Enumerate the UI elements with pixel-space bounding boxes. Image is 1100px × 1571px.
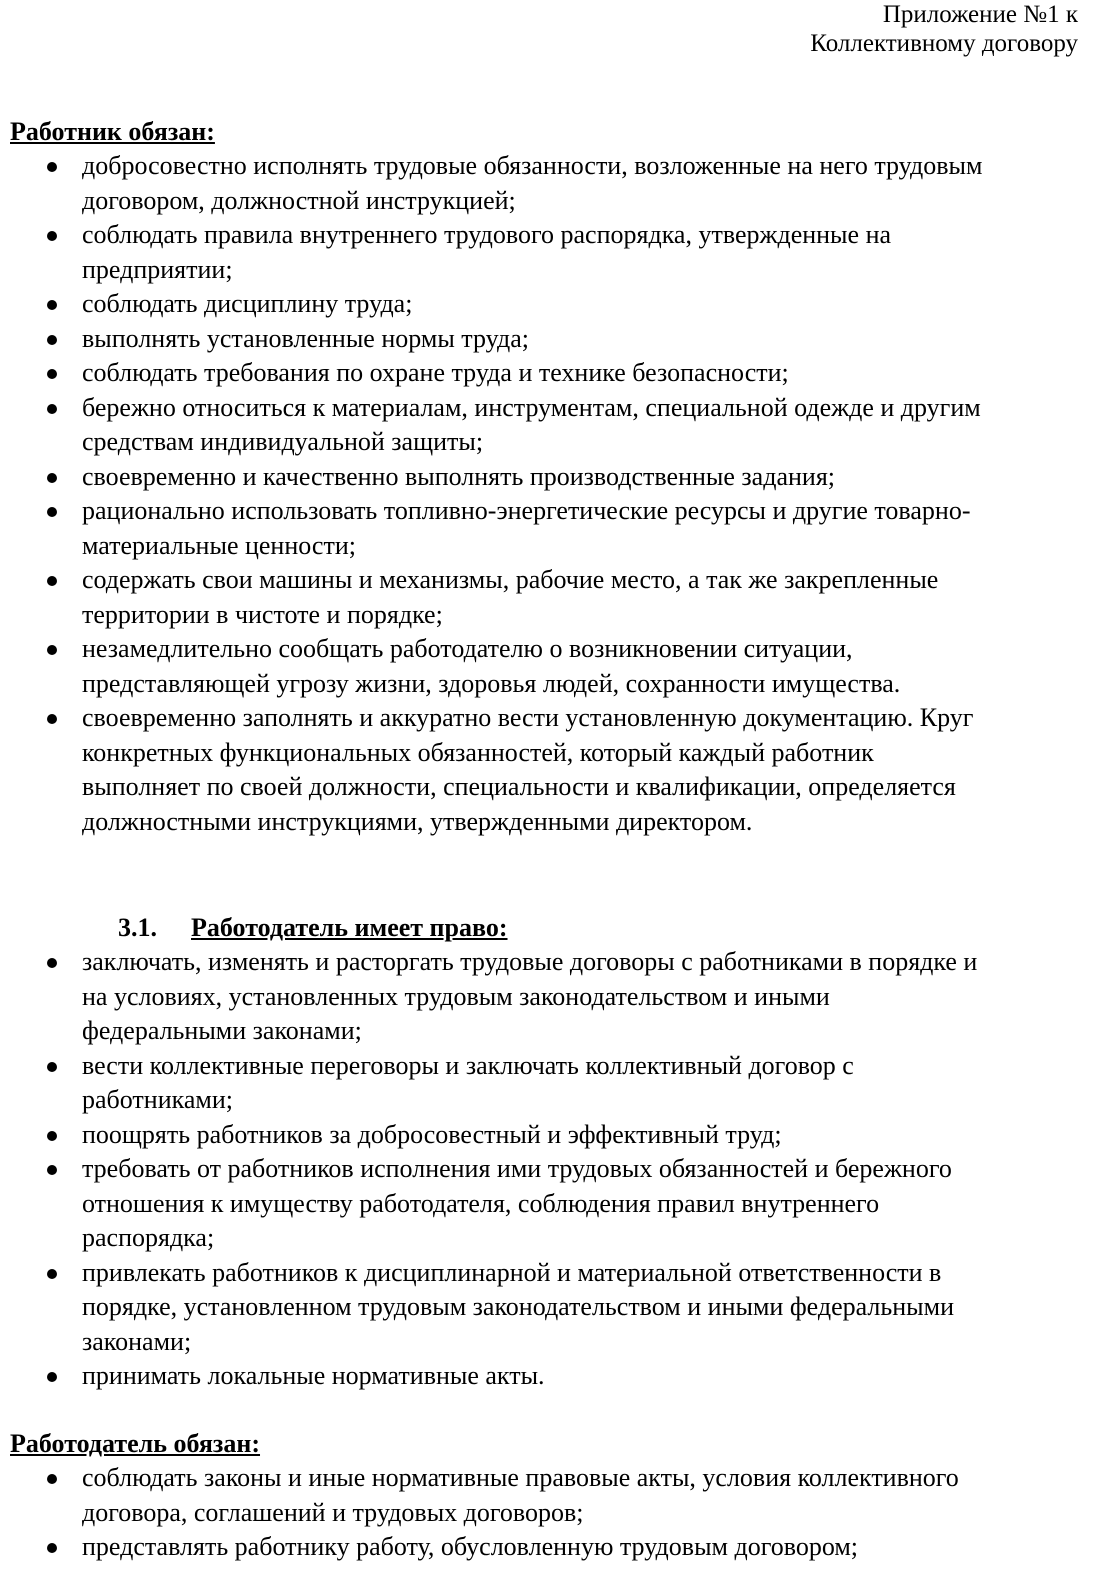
list-item-line: соблюдать требования по охране труда и технике безопасности; (82, 358, 789, 387)
bullet-icon (47, 958, 57, 968)
list-item (0, 945, 1100, 1049)
list-item (0, 149, 1100, 218)
list-item-line: федеральными законами; (82, 1016, 362, 1045)
bullet-icon (47, 1474, 57, 1484)
list-item (0, 1359, 1100, 1394)
list-item-line: средствам индивидуальной защиты; (82, 427, 484, 456)
employer-duties-title: Работодатель обязан: (10, 1429, 261, 1458)
employee-duties-title: Работник обязан: (10, 117, 215, 146)
employer-rights-heading (118, 911, 1100, 945)
bullet-icon (47, 714, 57, 724)
list-item-line: рационально использовать топливно-энергетические ресурсы и другие товарно- (82, 496, 971, 525)
list-item (0, 1152, 1100, 1256)
bullet-icon (47, 162, 57, 172)
list-item-line: распорядка; (82, 1223, 215, 1252)
list-item-line: привлекать работников к дисциплинарной и материальной ответственности в (82, 1257, 942, 1287)
section-number: 3.1. (118, 913, 157, 942)
list-item-line: материальные ценности; (82, 530, 356, 560)
bullet-icon (47, 1372, 57, 1382)
list-item-line: соблюдать законы и иные нормативные правовые акты, условия коллективного (82, 1463, 959, 1492)
list-item-line: соблюдать дисциплину труда; (82, 289, 413, 318)
list-item-line: представлять работнику работу, обусловленную трудовым договором; (82, 1532, 859, 1561)
list-item-line: на условиях, установленных трудовым законодательством и иными (82, 981, 830, 1011)
list-item-line: добросовестно исполнять трудовые обязанности, возложенные на него трудовым (82, 151, 983, 180)
list-item (0, 1049, 1100, 1118)
list-item-line: отношения к имуществу работодателя, соблюдения правил внутреннего (82, 1188, 880, 1218)
employer-duties-list (0, 1461, 1100, 1565)
list-item (0, 218, 1100, 287)
bullet-icon (47, 369, 57, 379)
appendix-note (810, 0, 1078, 58)
list-item-line: договором, должностной инструкцией; (82, 185, 516, 215)
employer-rights-list (0, 945, 1100, 1394)
list-item (0, 1461, 1100, 1530)
list-item-line: договора, соглашений и трудовых договоров; (82, 1497, 584, 1527)
list-item-line: порядке, установленном трудовым законодательством и иными федеральными (82, 1292, 954, 1321)
bullet-icon (47, 576, 57, 586)
employee-duties-list (0, 149, 1100, 839)
list-item-line: принимать локальные нормативные акты. (82, 1361, 545, 1390)
list-item-line: законами; (82, 1326, 192, 1356)
list-item (0, 460, 1100, 495)
employee-duties-section (0, 115, 1100, 839)
list-item-line: соблюдать правила внутреннего трудового распорядка, утвержденные на (82, 220, 892, 249)
bullet-icon (47, 1543, 57, 1553)
list-item-line: заключать, изменять и расторгать трудовые договоры с работниками в порядке и (82, 947, 978, 976)
list-item (0, 563, 1100, 632)
bullet-icon (47, 1165, 57, 1175)
bullet-icon (47, 507, 57, 517)
list-item (0, 1118, 1100, 1153)
list-item (0, 494, 1100, 563)
bullet-icon (47, 1269, 57, 1279)
list-item (0, 632, 1100, 701)
list-item-line: работниками; (82, 1085, 233, 1114)
bullet-icon (47, 300, 57, 310)
appendix-note-line-1: Приложение №1 к (882, 1, 1078, 28)
list-item-line: незамедлительно сообщать работодателю о возникновении ситуации, (82, 634, 853, 663)
list-item-line: требовать от работников исполнения ими трудовых обязанностей и бережного (82, 1154, 952, 1183)
employer-duties-section (0, 1427, 1100, 1565)
bullet-icon (47, 404, 57, 414)
employer-rights-title: Работодатель имеет право: (191, 913, 508, 942)
appendix-note-line-2: Коллективному договору (810, 30, 1078, 57)
bullet-icon (47, 645, 57, 655)
list-item (0, 287, 1100, 322)
list-item-line: своевременно заполнять и аккуратно вести установленную документацию. Круг (82, 703, 974, 732)
list-item (0, 701, 1100, 839)
list-item (0, 356, 1100, 391)
employer-rights-section (0, 911, 1100, 1394)
bullet-icon (47, 473, 57, 483)
bullet-icon (47, 1131, 57, 1141)
list-item-line: выполняет по своей должности, специальности и квалификации, определяется (82, 772, 956, 801)
list-item (0, 391, 1100, 460)
bullet-icon (47, 335, 57, 345)
list-item-line: вести коллективные переговоры и заключать коллективный договор с (82, 1050, 854, 1080)
list-item-line: своевременно и качественно выполнять производственные задания; (82, 461, 835, 491)
list-item (0, 322, 1100, 357)
list-item-line: поощрять работников за добросовестный и эффективный труд; (82, 1119, 782, 1149)
bullet-icon (47, 231, 57, 241)
list-item-line: предприятии; (82, 254, 233, 284)
list-item-line: выполнять установленные нормы труда; (82, 323, 529, 353)
list-item-line: содержать свои машины и механизмы, рабочие место, а так же закрепленные (82, 565, 939, 594)
list-item-line: должностными инструкциями, утвержденными директором. (82, 806, 753, 836)
bullet-icon (47, 1062, 57, 1072)
list-item-line: конкретных функциональных обязанностей, который каждый работник (82, 737, 874, 767)
list-item-line: представляющей угрозу жизни, здоровья людей, сохранности имущества. (82, 668, 901, 698)
list-item (0, 1256, 1100, 1360)
list-item-line: бережно относиться к материалам, инструментам, специальной одежде и другим (82, 392, 981, 422)
list-item-line: территории в чистоте и порядке; (82, 599, 443, 629)
list-item (0, 1530, 1100, 1565)
